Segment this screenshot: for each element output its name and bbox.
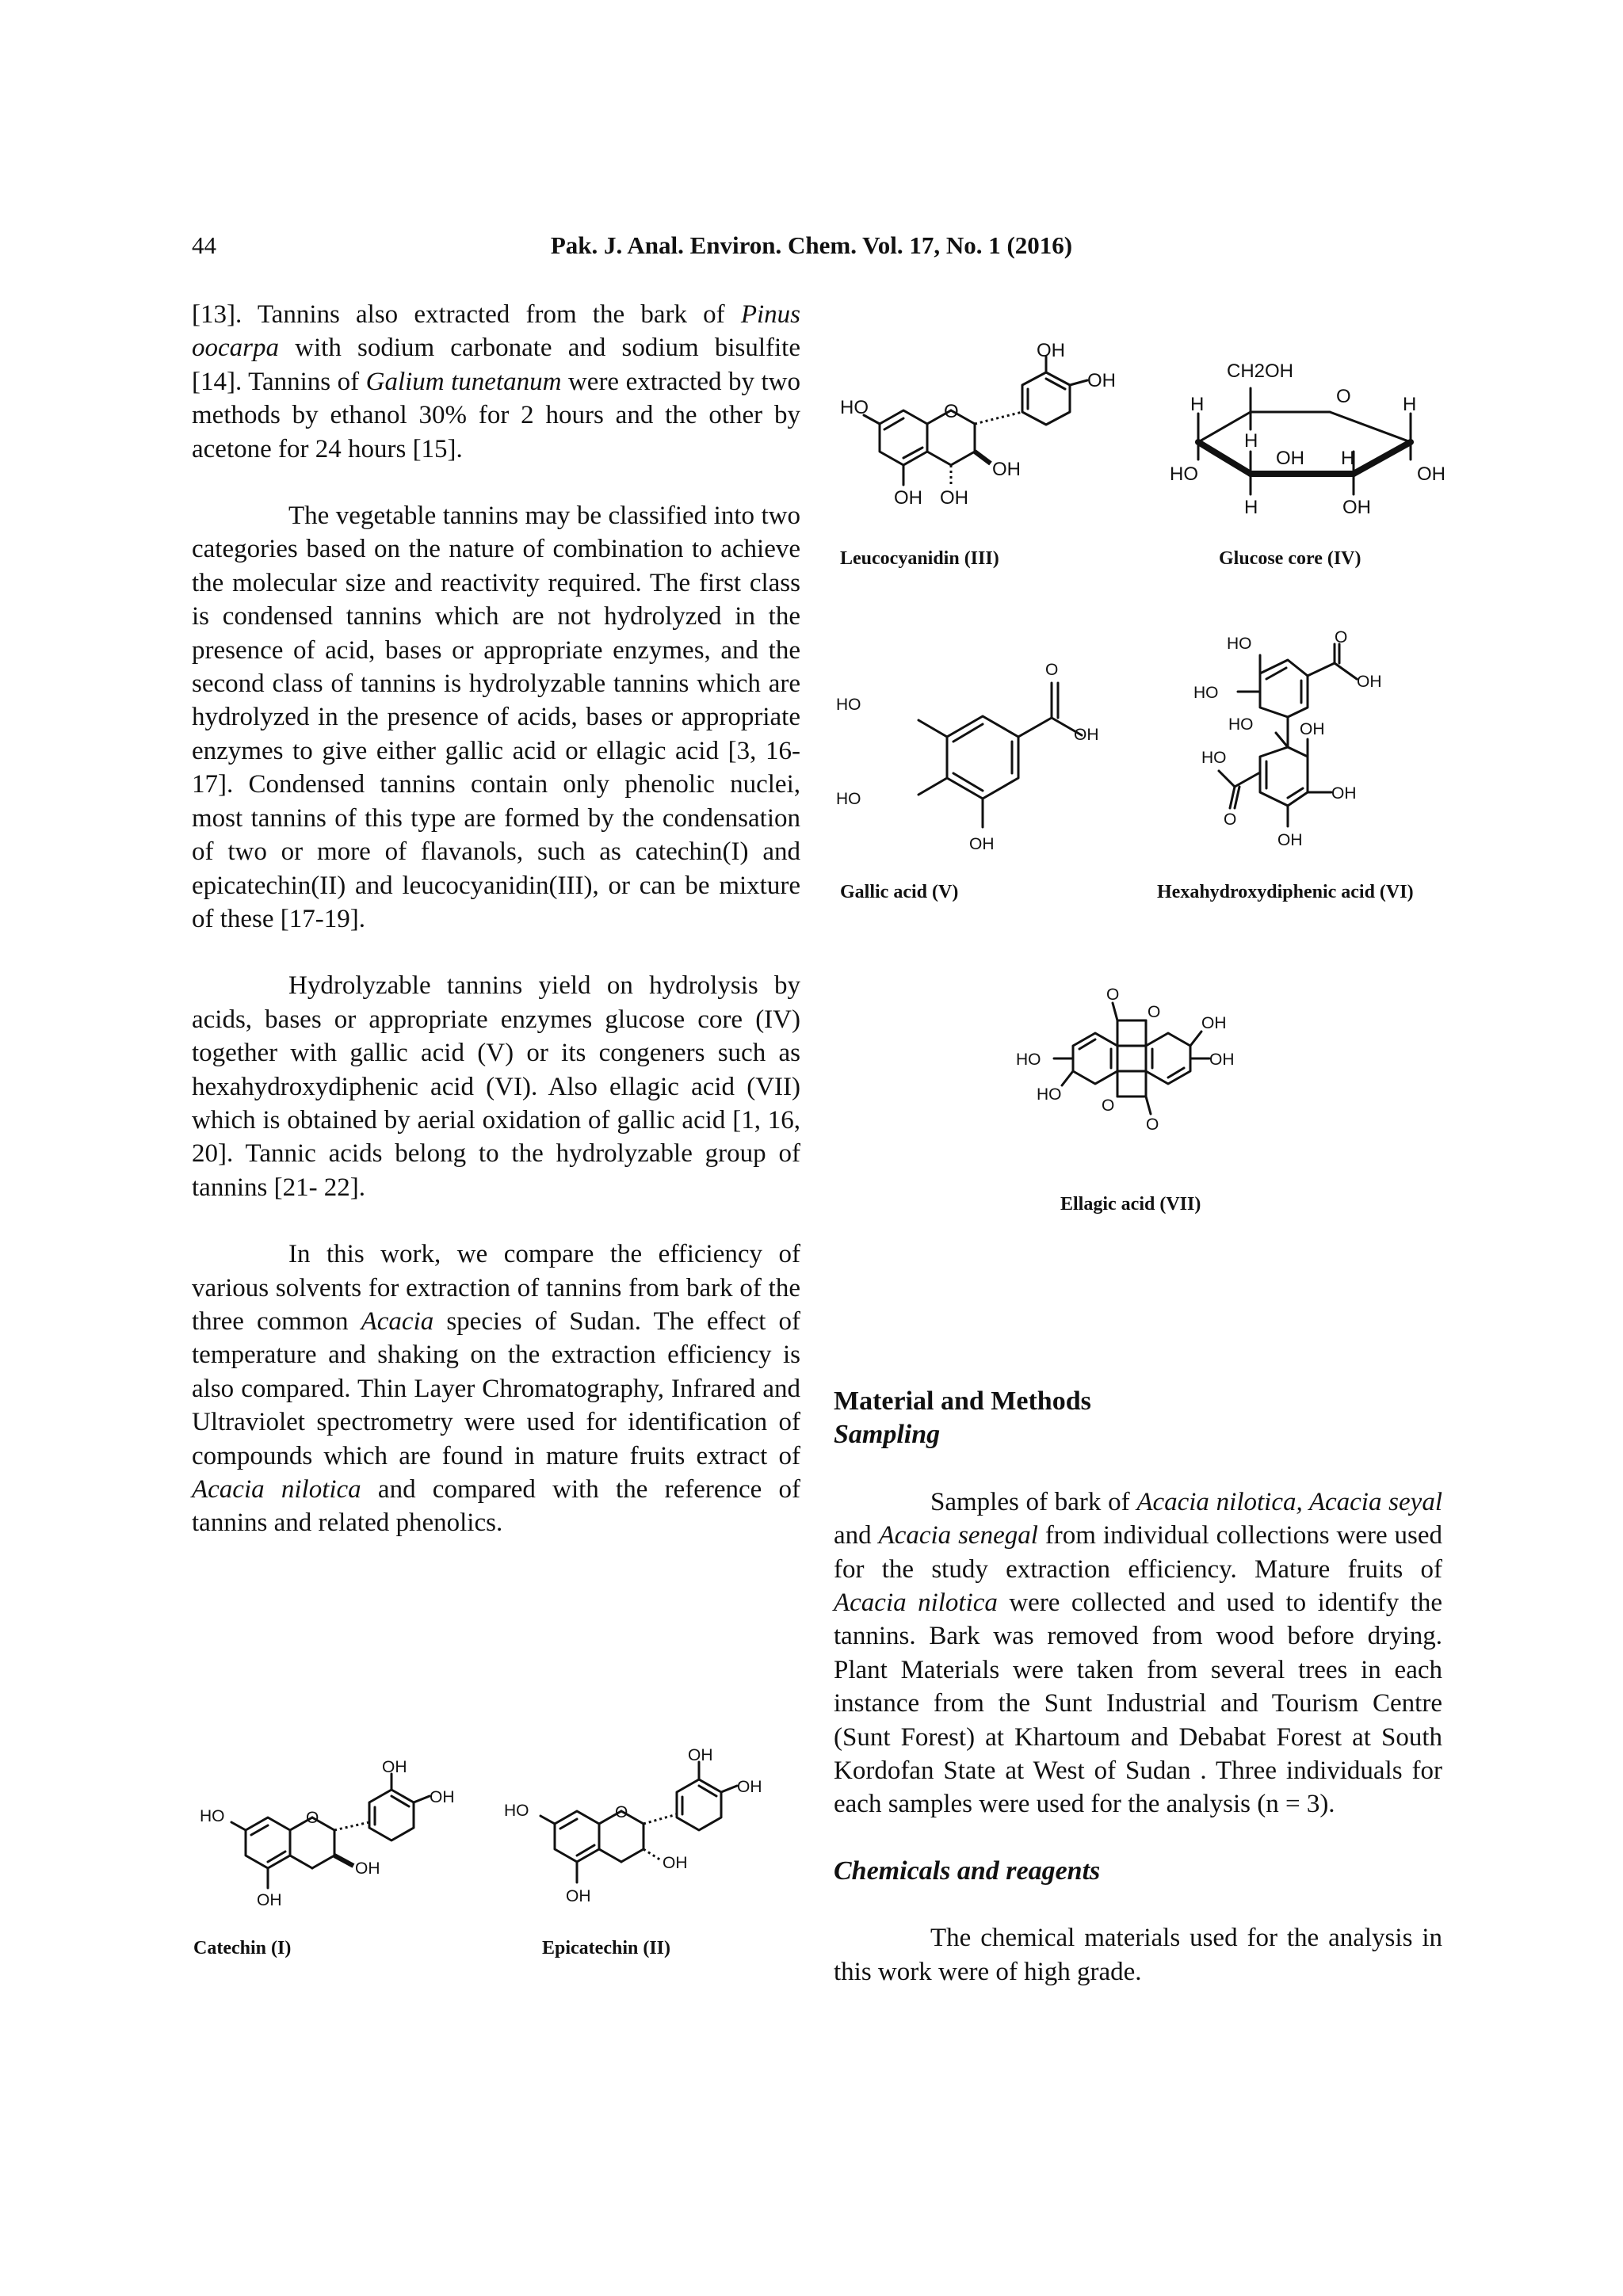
paragraph: The chemical materials used for the analysis in this work were of high grade. — [834, 1924, 1442, 1986]
ho-label: HO — [1016, 1051, 1041, 1069]
ho-label: HO — [1228, 715, 1254, 734]
oh-label: OH — [1087, 370, 1116, 391]
section-heading: Material and Methods — [834, 1386, 1091, 1416]
ch2oh-label: CH2OH — [1227, 360, 1294, 382]
ring-oxygen-label: O — [1148, 1003, 1161, 1021]
oh-label: OH — [663, 1854, 688, 1872]
ring-oxygen-label: O — [944, 401, 959, 422]
oh-label: OH — [566, 1887, 591, 1905]
oh-label: OH — [1277, 831, 1303, 849]
oh-label: OH — [688, 1746, 713, 1764]
catechin-structure — [198, 1755, 483, 1945]
oh-label: OH — [382, 1758, 407, 1776]
oh-label: OH — [1037, 340, 1065, 361]
oh-label: OH — [940, 487, 968, 509]
figure-caption: Catechin (I) — [193, 1938, 292, 1958]
ring-oxygen-label: O — [1102, 1097, 1115, 1115]
paragraph: [13]. Tannins also extracted from the bark of Pinus oocarpa with sodium carbonate and sodium bisulfite [14]. Tannins of Galium tunetanum were extracted by two methods by ethanol 30% for 2 hours and the other by acetone for 24 hours [15]. — [192, 300, 800, 463]
oh-label: OH — [737, 1778, 762, 1796]
ring-oxygen-label: O — [306, 1809, 319, 1827]
ho-label: HO — [840, 397, 869, 418]
ho-label: HO — [504, 1802, 529, 1820]
ring-oxygen-label: O — [1336, 386, 1351, 407]
figure-caption: Gallic acid (V) — [840, 882, 959, 902]
paragraph: Samples of bark of Acacia nilotica, Acacia seyal and Acacia senegal from individual collections were used for the study extraction efficiency. Mature fruits of Acacia nilotica were collected and used to identify the tannins. Bark was removed from wood before drying. Plant Materials were taken from several trees in each instance from the Sunt Industrial and Tourism Centre (Sunt Forest) at Khartoum and Debabat Forest at South Kordofan State at West of Sudan . Three individuals for each samples were used for the analysis (n = 3). — [834, 1487, 1442, 1819]
oh-label: OH — [1074, 726, 1099, 744]
epicatechin-structure — [498, 1735, 783, 1941]
h-label: H — [1403, 394, 1417, 415]
running-head: Pak. J. Anal. Environ. Chem. Vol. 17, No. 1 (2016) — [550, 231, 1073, 259]
oh-label: OH — [992, 459, 1021, 480]
oh-label: OH — [430, 1788, 455, 1806]
subsection-heading: Chemicals and reagents — [834, 1855, 1101, 1886]
left-column — [192, 298, 800, 1540]
hexahydroxydiphenic-acid-structure — [1181, 630, 1466, 875]
ring-oxygen-label: O — [615, 1803, 628, 1821]
oh-label: OH — [1276, 448, 1304, 469]
figure-caption: Ellagic acid (VII) — [1060, 1194, 1201, 1215]
h-label: H — [1341, 448, 1355, 469]
figure-caption: Epicatechin (II) — [542, 1938, 670, 1958]
oh-label: OH — [1342, 497, 1371, 518]
ho-label: HO — [1227, 635, 1252, 653]
oh-label: OH — [894, 487, 922, 509]
carbonyl-oxygen-label: O — [1106, 986, 1120, 1004]
oh-label: OH — [355, 1859, 380, 1878]
paragraph: In this work, we compare the efficiency of various solvents for extraction of tannins from bark of the three common Acacia species of Sudan. The effect of temperature and shaking on the extraction efficiency is also compared. Thin Layer Chromatography, Infrared and Ultraviolet spectrometry were used for identification of compounds which are found in mature fruits extract of Acacia nilotica and compared with the reference of tannins and related phenolics. — [192, 1240, 801, 1538]
gallic-acid-structure — [836, 642, 1137, 871]
oh-label: OH — [1331, 784, 1357, 803]
glucose-core-structure — [1157, 349, 1458, 547]
paragraph: Hydrolyzable tannins yield on hydrolysis by acids, bases or appropriate enzymes glucose core (IV) together with gallic acid (V) or its congeners such as hexahydroxydiphenic acid (VI). Also ellagic acid (VII) which is obtained by aerial oxidation of gallic acid [1, 16, 20]. Tannic acids belong to the hydrolyzable group of tannins [21- 22]. — [192, 971, 800, 1202]
carbonyl-oxygen-label: O — [1146, 1116, 1159, 1134]
page-number: 44 — [192, 231, 216, 259]
carbonyl-oxygen-label: O — [1045, 661, 1059, 679]
paragraph: The vegetable tannins may be classified into two categories based on the nature of combination to achieve the molecular size and reactivity required. The first class is condensed tannins which are not hydrolyzed in the presence of acid, bases or appropriate enzymes, and the second class of tannins is hydrolyzable tannins which are hydrolyzed in the presence of acids, bases or appropriate enzymes to give either gallic acid or ellagic acid [3, 16-17]. Condensed tannins contain only phenolic nuclei, most tannins of this type are formed by the condensation of two or more of flavanols, such as catechin(I) and epicatechin(II) and leucocyanidin(III), or can be mixture of these [17-19]. — [192, 502, 800, 933]
ho-label: HO — [1037, 1085, 1062, 1104]
right-column — [834, 1385, 1442, 1989]
h-label: H — [1244, 497, 1258, 518]
carbonyl-oxygen-label: O — [1335, 628, 1348, 646]
oh-label: OH — [1357, 673, 1382, 691]
leucocyanidin-structure — [840, 340, 1141, 547]
oh-label: OH — [1201, 1014, 1227, 1032]
ellagic-acid-structure — [1006, 982, 1292, 1173]
carbonyl-oxygen-label: O — [1224, 810, 1237, 829]
ho-label: HO — [836, 790, 861, 808]
figure-caption: Leucocyanidin (III) — [840, 548, 999, 569]
ho-label: HO — [1193, 684, 1219, 702]
figure-caption: Hexahydroxydiphenic acid (VI) — [1157, 882, 1414, 902]
ho-label: HO — [1201, 749, 1227, 767]
h-label: H — [1190, 394, 1205, 415]
ho-label: HO — [836, 696, 861, 714]
subsection-heading: Sampling — [834, 1420, 941, 1450]
oh-label: OH — [1300, 720, 1325, 738]
oh-label: OH — [1417, 463, 1445, 485]
oh-label: OH — [969, 835, 995, 853]
h-label: H — [1244, 430, 1258, 452]
figure-caption: Glucose core (IV) — [1219, 548, 1361, 569]
oh-label: OH — [1209, 1051, 1235, 1069]
ho-label: HO — [200, 1807, 225, 1825]
ho-label: HO — [1170, 463, 1198, 485]
oh-label: OH — [257, 1891, 282, 1909]
